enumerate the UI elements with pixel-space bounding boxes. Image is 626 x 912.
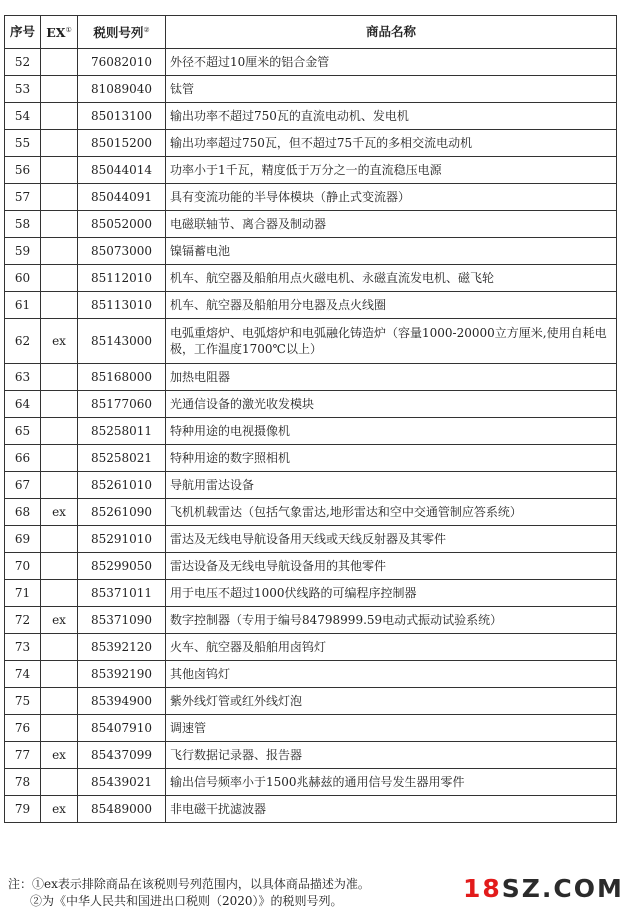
cell-code: 85258021: [78, 445, 166, 472]
cell-code: 76082010: [78, 49, 166, 76]
table-row: [5, 742, 617, 769]
cell-name: 机车、航空器及船舶用点火磁电机、永磁直流发电机、磁飞轮: [166, 265, 617, 292]
cell-ex: [41, 661, 78, 688]
cell-seq: 56: [5, 157, 41, 184]
cell-seq: 54: [5, 103, 41, 130]
header-code-mark: ②: [143, 26, 150, 35]
cell-ex: [41, 238, 78, 265]
header-ex: [41, 16, 78, 49]
cell-code: 85143000: [78, 319, 166, 364]
cell-name: 雷达设备及无线电导航设备用的其他零件: [166, 553, 617, 580]
cell-ex: [41, 211, 78, 238]
cell-name: 镍镉蓄电池: [166, 238, 617, 265]
table-body: [5, 49, 617, 823]
cell-name: 机车、航空器及船舶用分电器及点火线圈: [166, 292, 617, 319]
cell-ex: [41, 688, 78, 715]
cell-code: 85168000: [78, 364, 166, 391]
cell-seq: 72: [5, 607, 41, 634]
cell-seq: 63: [5, 364, 41, 391]
cell-name: 数字控制器（专用于编号84798999.59电动式振动试验系统）: [166, 607, 617, 634]
cell-seq: 77: [5, 742, 41, 769]
table-row: [5, 661, 617, 688]
cell-seq: 57: [5, 184, 41, 211]
cell-name: 加热电阻器: [166, 364, 617, 391]
table-row: [5, 184, 617, 211]
header-ex-mark: ①: [65, 26, 72, 35]
header-name: 商品名称: [166, 16, 617, 49]
cell-seq: 71: [5, 580, 41, 607]
cell-seq: 64: [5, 391, 41, 418]
table-row: [5, 391, 617, 418]
cell-name: 调速管: [166, 715, 617, 742]
cell-seq: 78: [5, 769, 41, 796]
cell-name: 导航用雷达设备: [166, 472, 617, 499]
cell-code: 85392190: [78, 661, 166, 688]
table-row: [5, 580, 617, 607]
cell-name: 光通信设备的激光收发模块: [166, 391, 617, 418]
table-row: [5, 715, 617, 742]
cell-ex: [41, 292, 78, 319]
table-row: [5, 319, 617, 364]
cell-ex: ex: [41, 499, 78, 526]
cell-seq: 68: [5, 499, 41, 526]
header-seq: 序号: [5, 16, 41, 49]
cell-code: 85407910: [78, 715, 166, 742]
footnote-1: 注：①ex表示排除商品在该税则号列范围内，以具体商品描述为准。: [8, 877, 370, 891]
cell-code: 85392120: [78, 634, 166, 661]
cell-seq: 62: [5, 319, 41, 364]
logo-part-1: 18: [463, 874, 502, 903]
cell-seq: 58: [5, 211, 41, 238]
table-row: [5, 265, 617, 292]
header-code: [78, 16, 166, 49]
tariff-table: [4, 15, 617, 823]
cell-ex: [41, 580, 78, 607]
cell-name: 非电磁干扰滤波器: [166, 796, 617, 823]
cell-code: 85044091: [78, 184, 166, 211]
cell-code: 85437099: [78, 742, 166, 769]
cell-ex: [41, 553, 78, 580]
cell-ex: [41, 265, 78, 292]
table-row: [5, 292, 617, 319]
cell-seq: 69: [5, 526, 41, 553]
cell-ex: [41, 418, 78, 445]
cell-seq: 73: [5, 634, 41, 661]
cell-name: 特种用途的电视摄像机: [166, 418, 617, 445]
cell-ex: [41, 49, 78, 76]
cell-name: 紫外线灯管或红外线灯泡: [166, 688, 617, 715]
cell-name: 特种用途的数字照相机: [166, 445, 617, 472]
cell-code: 85299050: [78, 553, 166, 580]
cell-ex: [41, 715, 78, 742]
cell-name: 输出功率不超过750瓦的直流电动机、发电机: [166, 103, 617, 130]
cell-name: 电磁联轴节、离合器及制动器: [166, 211, 617, 238]
header-ex-label: EX: [46, 25, 66, 41]
cell-seq: 76: [5, 715, 41, 742]
cell-ex: [41, 364, 78, 391]
table-row: [5, 130, 617, 157]
cell-seq: 67: [5, 472, 41, 499]
header-code-label: 税则号列: [93, 25, 144, 41]
cell-ex: [41, 103, 78, 130]
cell-code: 81089040: [78, 76, 166, 103]
cell-ex: ex: [41, 742, 78, 769]
cell-name: 用于电压不超过1000伏线路的可编程序控制器: [166, 580, 617, 607]
cell-name: 飞机机载雷达（包括气象雷达,地形雷达和空中交通管制应答系统）: [166, 499, 617, 526]
cell-seq: 55: [5, 130, 41, 157]
table-row: [5, 364, 617, 391]
cell-name: 火车、航空器及船舶用卤钨灯: [166, 634, 617, 661]
cell-seq: 60: [5, 265, 41, 292]
cell-seq: 75: [5, 688, 41, 715]
table-row: [5, 238, 617, 265]
cell-name: 钛管: [166, 76, 617, 103]
table-row: [5, 499, 617, 526]
cell-code: 85044014: [78, 157, 166, 184]
table-row: [5, 607, 617, 634]
cell-code: 85371090: [78, 607, 166, 634]
cell-seq: 65: [5, 418, 41, 445]
table-row: [5, 526, 617, 553]
table-row: [5, 157, 617, 184]
site-logo: [463, 874, 624, 904]
table-row: [5, 472, 617, 499]
table-row: [5, 211, 617, 238]
table-row: [5, 418, 617, 445]
cell-seq: 59: [5, 238, 41, 265]
table-row: [5, 76, 617, 103]
cell-code: 85371011: [78, 580, 166, 607]
cell-name: 输出功率超过750瓦，但不超过75千瓦的多相交流电动机: [166, 130, 617, 157]
cell-name: 外径不超过10厘米的铝合金管: [166, 49, 617, 76]
cell-ex: [41, 184, 78, 211]
cell-code: 85439021: [78, 769, 166, 796]
cell-seq: 53: [5, 76, 41, 103]
cell-code: 85113010: [78, 292, 166, 319]
table-row: [5, 634, 617, 661]
cell-name: 输出信号频率小于1500兆赫兹的通用信号发生器用零件: [166, 769, 617, 796]
cell-name: 具有变流功能的半导体模块（静止式变流器）: [166, 184, 617, 211]
cell-ex: ex: [41, 607, 78, 634]
cell-ex: [41, 157, 78, 184]
cell-ex: [41, 445, 78, 472]
cell-code: 85489000: [78, 796, 166, 823]
cell-code: 85052000: [78, 211, 166, 238]
cell-name: 飞行数据记录器、报告器: [166, 742, 617, 769]
table-row: [5, 769, 617, 796]
table-row: [5, 49, 617, 76]
cell-code: 85073000: [78, 238, 166, 265]
cell-ex: [41, 130, 78, 157]
cell-code: 85015200: [78, 130, 166, 157]
table-row: [5, 553, 617, 580]
cell-code: 85258011: [78, 418, 166, 445]
cell-ex: ex: [41, 319, 78, 364]
table-row: [5, 796, 617, 823]
cell-name: 雷达及无线电导航设备用天线或天线反射器及其零件: [166, 526, 617, 553]
cell-ex: [41, 769, 78, 796]
cell-name: 其他卤钨灯: [166, 661, 617, 688]
cell-code: 85261010: [78, 472, 166, 499]
cell-ex: [41, 526, 78, 553]
cell-name: 功率小于1千瓦，精度低于万分之一的直流稳压电源: [166, 157, 617, 184]
cell-ex: ex: [41, 796, 78, 823]
cell-seq: 70: [5, 553, 41, 580]
cell-code: 85177060: [78, 391, 166, 418]
cell-ex: [41, 472, 78, 499]
cell-seq: 61: [5, 292, 41, 319]
cell-code: 85291010: [78, 526, 166, 553]
table-row: [5, 445, 617, 472]
cell-seq: 52: [5, 49, 41, 76]
cell-seq: 79: [5, 796, 41, 823]
table-row: [5, 688, 617, 715]
cell-code: 85013100: [78, 103, 166, 130]
footnote-2: ②为《中华人民共和国进出口税则（2020）》的税则号列。: [30, 894, 343, 908]
table-row: [5, 103, 617, 130]
cell-code: 85112010: [78, 265, 166, 292]
logo-part-2: SZ.COM: [501, 874, 624, 903]
cell-seq: 74: [5, 661, 41, 688]
cell-seq: 66: [5, 445, 41, 472]
cell-code: 85261090: [78, 499, 166, 526]
cell-code: 85394900: [78, 688, 166, 715]
cell-ex: [41, 391, 78, 418]
cell-name: 电弧重熔炉、电弧熔炉和电弧融化铸造炉（容量1000-20000立方厘米,使用自耗电极，工作温度1700℃以上）: [166, 319, 617, 364]
cell-ex: [41, 76, 78, 103]
cell-ex: [41, 634, 78, 661]
